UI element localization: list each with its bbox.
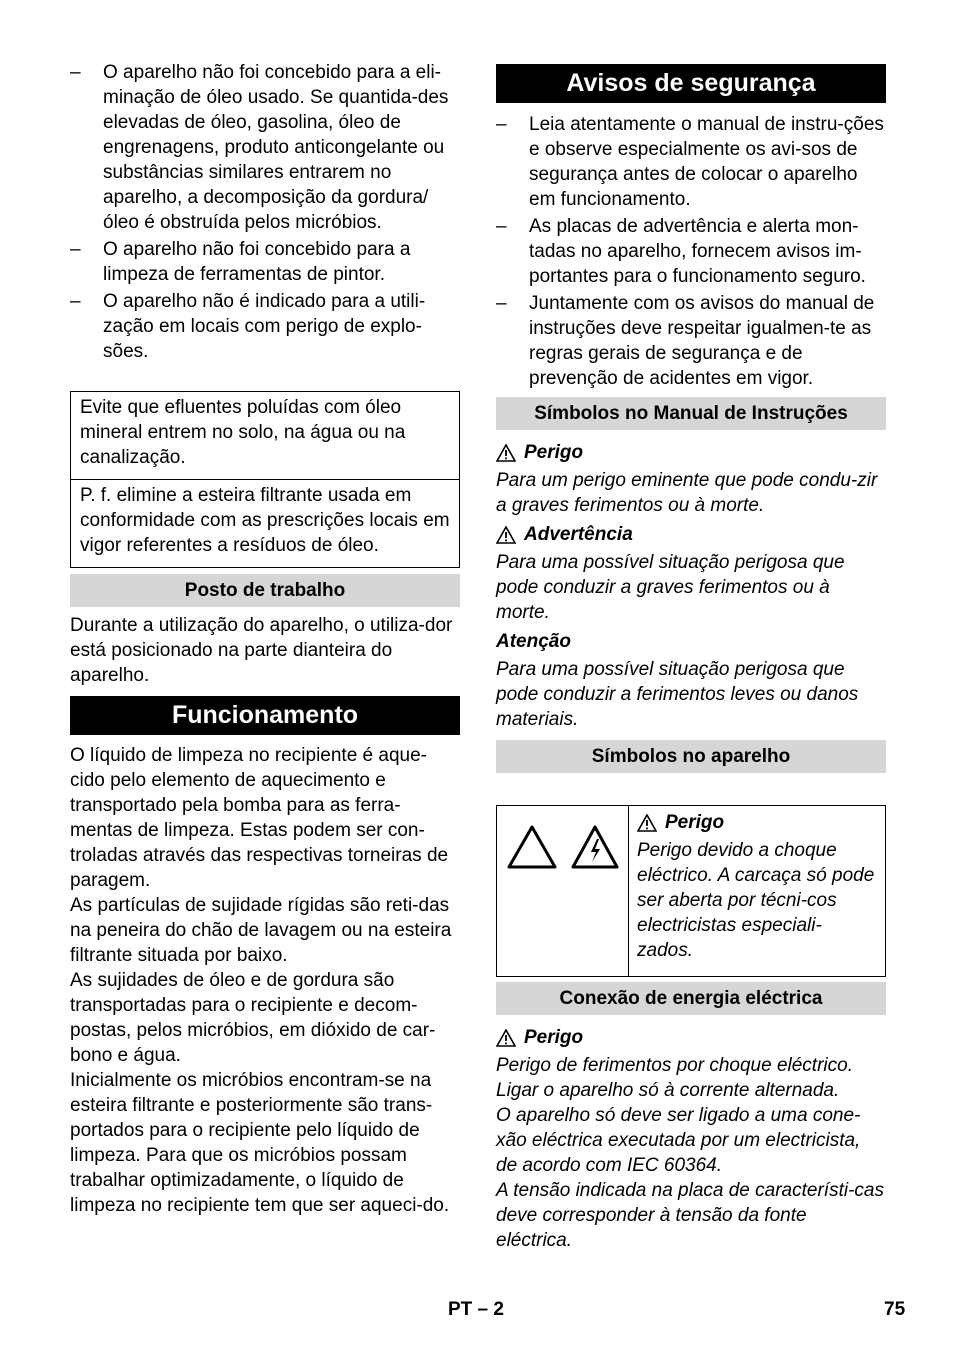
footer-language-page: PT – 2 <box>448 1299 504 1320</box>
note-filter-disposal: P. f. elimine a esteira filtrante usada em conformidade com as prescrições locais em vigor referentes a resíduos de óleo. <box>71 479 459 567</box>
operation-paragraph: As sujidades de óleo e de gordura são transportadas para o recipiente e decom-postas, pelos micróbios, em dióxido de car-bono e água. <box>70 970 436 1066</box>
device-danger-title: Perigo <box>637 810 877 835</box>
danger-title: Perigo <box>496 440 886 465</box>
power-paragraph: A tensão indicada na placa de característi-cas deve corresponder à tensão da fonte eléctrica. <box>496 1180 884 1251</box>
environment-note-box <box>70 391 460 568</box>
power-danger-title: Perigo <box>496 1025 886 1050</box>
safety-heading: Avisos de segurança <box>496 64 886 103</box>
list-item: – O aparelho não é indicado para a utili-zação em locais com perigo de explo-sões. <box>70 291 426 362</box>
list-item: – O aparelho não foi concebido para a limpeza de ferramentas de pintor. <box>70 239 411 285</box>
device-danger-text: Perigo devido a choque eléctrico. A carcaça só pode ser aberta por técni-cos electricistas especiali-zados. <box>637 840 875 961</box>
caution-text: Para uma possível situação perigosa que pode conduzir a ferimentos leves ou danos materiais. <box>496 659 859 730</box>
dash-marker: – <box>496 114 507 135</box>
danger-text: Para um perigo eminente que pode condu-zir a graves ferimentos ou à morte. <box>496 470 878 516</box>
list-item: – Leia atentamente o manual de instru-ções e observe especialmente os avi-sos de segurança antes de colocar o aparelho em funcionamento. <box>496 114 884 210</box>
power-heading: Conexão de energia eléctrica <box>496 982 886 1015</box>
device-symbol-description <box>629 806 885 976</box>
list-item: – O aparelho não foi concebido para a eli-minação de óleo usado. Se quantida-des elevadas de óleo, gasolina, óleo de engrenagens, produto anticongelante ou substâncias similares entrarem no aparelho, a decomposição da gordura/óleo é obstruída pelos micróbios. <box>70 62 449 233</box>
left-column <box>70 60 460 1218</box>
right-column <box>496 60 886 1253</box>
symbols-manual-heading: Símbolos no Manual de Instruções <box>496 397 886 430</box>
warning-triangle-icon <box>496 444 516 462</box>
list-item: – Juntamente com os avisos do manual de instruções deve respeitar igualmen-te as regras gerais de segurança e de prevenção de acidentes em vigor. <box>496 293 875 389</box>
dash-marker: – <box>70 239 81 260</box>
intro-list <box>70 60 460 364</box>
operation-heading: Funcionamento <box>70 696 460 735</box>
warning-triangle-icon <box>637 814 657 832</box>
electric-shock-icon <box>570 824 620 870</box>
warning-title: Advertência <box>496 522 886 547</box>
operation-body <box>70 743 460 1218</box>
power-paragraph: Perigo de ferimentos por choque eléctrico. <box>496 1055 853 1076</box>
workplace-text: Durante a utilização do aparelho, o utiliza-dor está posicionado na parte dianteira do aparelho. <box>70 615 453 686</box>
power-body <box>496 1053 886 1253</box>
power-paragraph: O aparelho só deve ser ligado a uma cone-xão eléctrica executada por um electricista, de acordo com IEC 60364. <box>496 1105 861 1176</box>
safety-list <box>496 112 886 391</box>
list-item: – As placas de advertência e alerta mon-tadas no aparelho, fornecem avisos im-portantes para o funcionamento seguro. <box>496 216 866 287</box>
operation-paragraph: As partículas de sujidade rígidas são reti-das na peneira do chão de lavagem ou na esteira filtrante situada por baixo. <box>70 895 452 966</box>
power-paragraph: Ligar o aparelho só à corrente alternada. <box>496 1080 840 1101</box>
caution-title: Atenção <box>496 631 571 652</box>
operation-paragraph: O líquido de limpeza no recipiente é aque-cido pelo elemento de aquecimento e transportado pela bomba para as ferra-mentas de limpeza. Estas podem ser con-troladas através das respectivas torneiras de paragem. <box>70 745 449 891</box>
dash-marker: – <box>70 62 81 83</box>
warning-triangle-icon <box>496 526 516 544</box>
device-symbol-icons <box>497 806 629 976</box>
warning-triangle-icon <box>506 824 558 870</box>
dash-marker: – <box>496 216 507 237</box>
footer-page-number: 75 <box>884 1299 906 1320</box>
workplace-heading: Posto de trabalho <box>70 574 460 607</box>
warning-triangle-icon <box>496 1029 516 1047</box>
warning-text: Para uma possível situação perigosa que pode conduzir a graves ferimentos ou à morte. <box>496 552 845 623</box>
operation-paragraph: Inicialmente os micróbios encontram-se na esteira filtrante e posteriormente são trans-portados para o recipiente pelo líquido de limpeza. Para que os micróbios possam trabalhar optimizadamente, o líquido de limpeza no recipiente tem que ser aqueci-do. <box>70 1070 450 1216</box>
note-oil: Evite que efluentes poluídas com óleo mineral entrem no solo, na água ou na canalização. <box>80 397 406 468</box>
dash-marker: – <box>496 293 507 314</box>
dash-marker: – <box>70 291 81 312</box>
symbols-device-heading: Símbolos no aparelho <box>496 740 886 773</box>
device-symbol-table <box>496 805 886 977</box>
